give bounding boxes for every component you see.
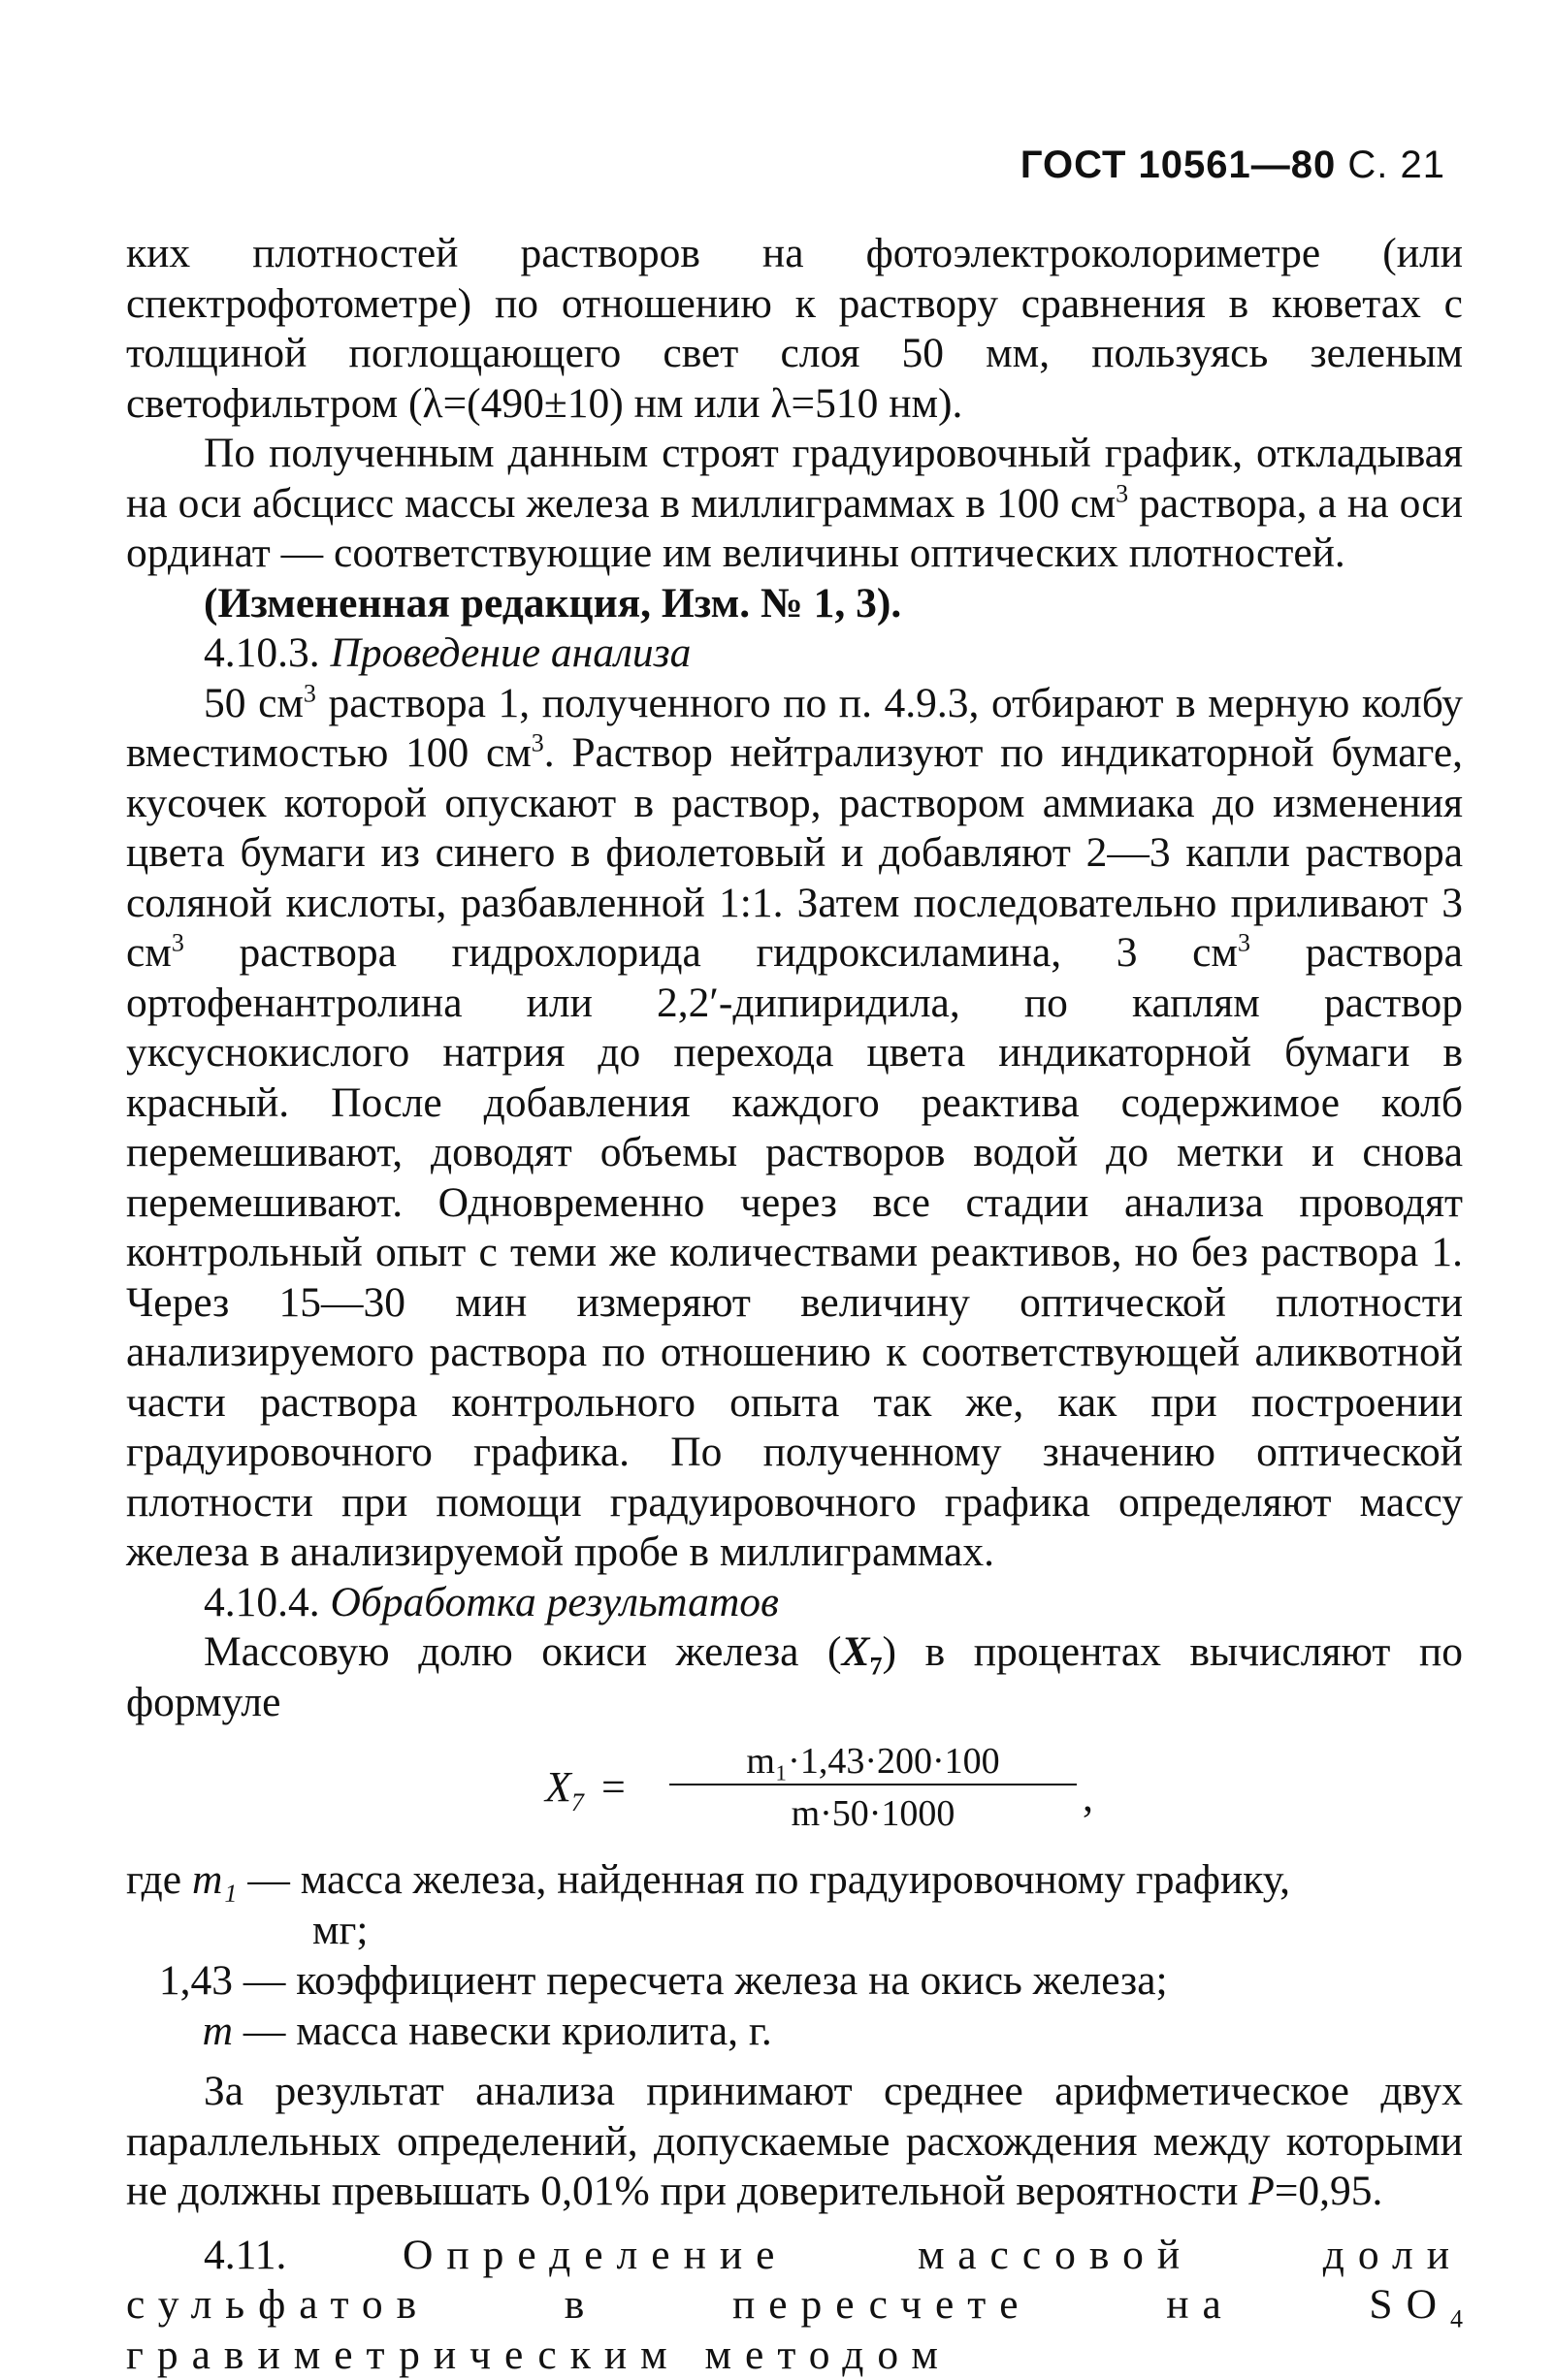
definition-coefficient: 1,43 — коэффициент пересчета железа на окись железа;	[126, 1956, 1168, 2007]
formula-denominator: m·50·1000	[669, 1789, 1077, 1840]
formula-numerator: m₁·1,43·200·100	[669, 1737, 1077, 1787]
page-number: С. 21	[1347, 144, 1445, 186]
formula-definitions	[126, 1855, 1463, 2067]
body-text	[126, 229, 1463, 2380]
page-header	[1020, 144, 1445, 187]
formula-comma: ,	[1083, 1772, 1093, 1822]
paragraph-formula-intro: Массовую долю окиси железа $(X_7)$ в процентах вычисляют по формуле	[126, 1627, 1463, 1727]
formula-lhs: $X_7$	[545, 1762, 584, 1813]
formula-equals: =	[601, 1762, 626, 1813]
definition-m1: где m₁ — масса железа, найденная по градуировочному графику,	[126, 1855, 1290, 1906]
paragraph-calibration-graph: По полученным данным строят градуировочный график, откладывая на оси абсцисс массы железа в миллиграммах в 100 $см^3$ раствора, а на оси ординат — соответствующие им величины оптических плотностей.	[126, 429, 1463, 579]
section-4-10-3-heading: 4.10.3. Проведение анализа	[126, 628, 1463, 679]
section-4-10-4-heading: 4.10.4. Обработка результатов	[126, 1578, 1463, 1628]
definition-m: m — масса навески криолита, г.	[126, 2007, 772, 2057]
formula-x7	[126, 1733, 1463, 1842]
fraction-bar	[669, 1784, 1077, 1785]
section-4-11-heading: 4.11. Определение массовой доли сульфатов в пересчете на $SO_4$ гравиметрическим методом	[126, 2231, 1463, 2380]
definition-m1-unit: мг;	[312, 1906, 368, 1956]
edition-note: (Измененная редакция, Изм. № 1, 3).	[126, 579, 1463, 629]
standard-number: ГОСТ 10561—80	[1020, 144, 1336, 186]
paragraph-continuation: ких плотностей растворов на фотоэлектроколориметре (или спектрофотометре) по отношению к раствору сравнения в кюветах с толщиной поглощающего свет слоя 50 мм, пользуясь зеленым светофильтром (λ=(490±10) нм или λ=510 нм).	[126, 229, 1463, 429]
paragraph-analysis-procedure: 50 $см^3$ раствора 1, полученного по п. 4.9.3, отбирают в мерную колбу вместимостью 100 $см^3$. Раствор нейтрализуют по индикаторной бумаге, кусочек которой опускают в раствор, раствором аммиака до изменения цвета бумаги из синего в фиолетовый и добавляют 2—3 капли раствора соляной кислоты, разбавленной 1:1. Затем последовательно приливают 3 $см^3$ раствора гидрохлорида гидроксиламина, 3 $см^3$ раствора ортофенантролина или 2,2′-дипиридила, по каплям раствор уксуснокислого натрия до перехода цвета индикаторной бумаги в красный. После добавления каждого реактива содержимое колб перемешивают, доводят объемы растворов водой до метки и снова перемешивают. Одновременно через все стадии анализа проводят контрольный опыт с теми же количествами реактивов, но без раствора 1. Через 15—30 мин измеряют величину оптической плотности анализируемого раствора по отношению к соответствующей аликвотной части раствора контрольного опыта так же, как при построении градуировочного графика. По полученному значению оптической плотности при помощи градуировочного графика определяют массу железа в анализируемой пробе в миллиграммах.	[126, 679, 1463, 1578]
paragraph-result: За результат анализа принимают среднее арифметическое двух параллельных определений, допускаемые расхождения между которыми не должны превышать 0,01% при доверительной вероятности P=0,95.	[126, 2067, 1463, 2217]
